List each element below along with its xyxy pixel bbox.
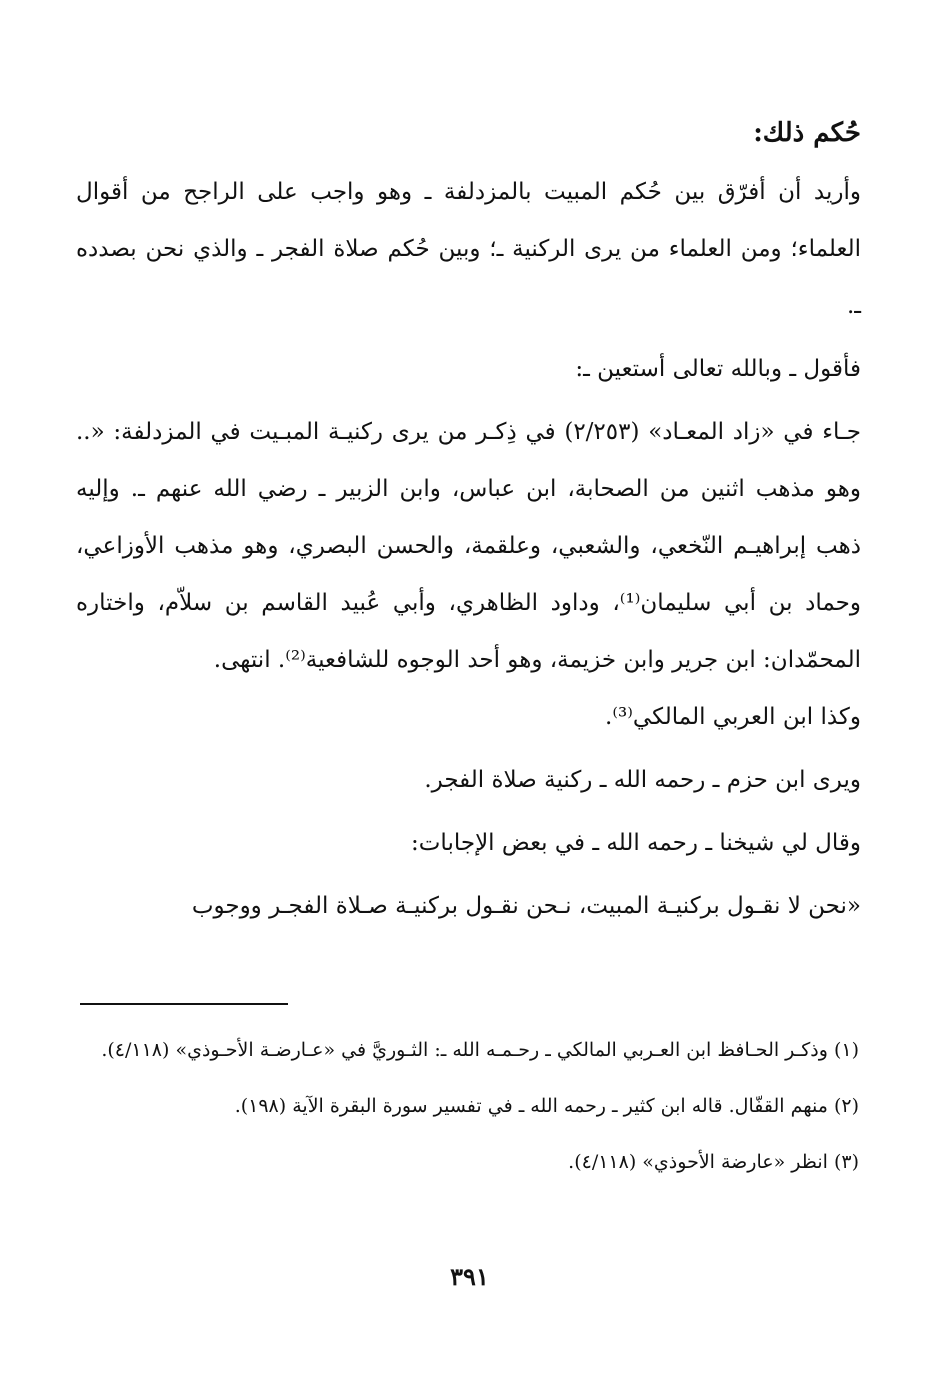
- paragraph-sheikh: وقال لي شيخنا ـ رحمه الله ـ في بعض الإجابات:: [411, 830, 861, 856]
- paragraph-ibn-hazm: ويرى ابن حزم ـ رحمه الله ـ ركنية صلاة الفجر.: [424, 767, 861, 793]
- paragraph-intro: وأريد أن أفرّق بين حُكم المبيت بالمزدلفة ـ وهو واجب على الراجح من أقوال العلماء؛ ومن العلماء من يرى الركنية ـ؛ وبين حُكم صلاة الفجر ـ والذي نحن بصدده ـ.: [76, 179, 861, 319]
- paragraph-quote-zad-almaad: جـاء في «زاد المعـاد» (٢/٢٥٣) في ذِكـر من يرى ركنيـة المبـيت في المزدلفة: «.. وهو مذهب اثنين من الصحابة، ابن عباس، وابن الزبير ـ رضي الله عنهم ـ. وإليه ذهب إبراهيـم النّخعي، والشعبي، وعلقمة، والحسن البصري، وهو مذهب الأوزاعي، وحماد بن أبي سليمان⁽¹⁾، وداود الظاهري، وأبي عُبيد القاسم بن سلاّم، واختاره المحمّدان: ابن جرير وابن خزيمة، وهو أحد الوجوه للشافعية⁽²⁾. انتهى.: [76, 419, 862, 673]
- main-text: [76, 108, 861, 935]
- footnote-3: (٣) انظر «عارضة الأحوذي» (٤/١١٨).: [568, 1151, 859, 1173]
- footnote-1: (١) وذكـر الحـافظ ابن العـربي المالكي ـ رحـمـه الله ـ: الثـوريَّ في «عـارضـة الأحـوذي» (٤/١١٨).: [101, 1039, 859, 1061]
- paragraph-opening: فأقول ـ وبالله تعالى أستعين ـ:: [575, 356, 861, 382]
- footnote-2: (٢) منهم القفّال. قاله ابن كثير ـ رحمه الله ـ في تفسير سورة البقرة الآية (١٩٨).: [234, 1095, 859, 1117]
- paragraph-quote-start: «نحن لا نقـول بركنيـة المبيت، نـحن نقـول بركنيـة صـلاة الفجـر ووجوب: [191, 893, 861, 919]
- page-number: ٣٩١: [450, 1262, 489, 1291]
- section-heading: حُكم ذلك:: [753, 118, 861, 148]
- paragraph-ibn-alarabi: وكذا ابن العربي المالكي⁽³⁾.: [605, 704, 861, 730]
- footnote-divider: [80, 1003, 288, 1005]
- footnotes: [79, 1030, 859, 1198]
